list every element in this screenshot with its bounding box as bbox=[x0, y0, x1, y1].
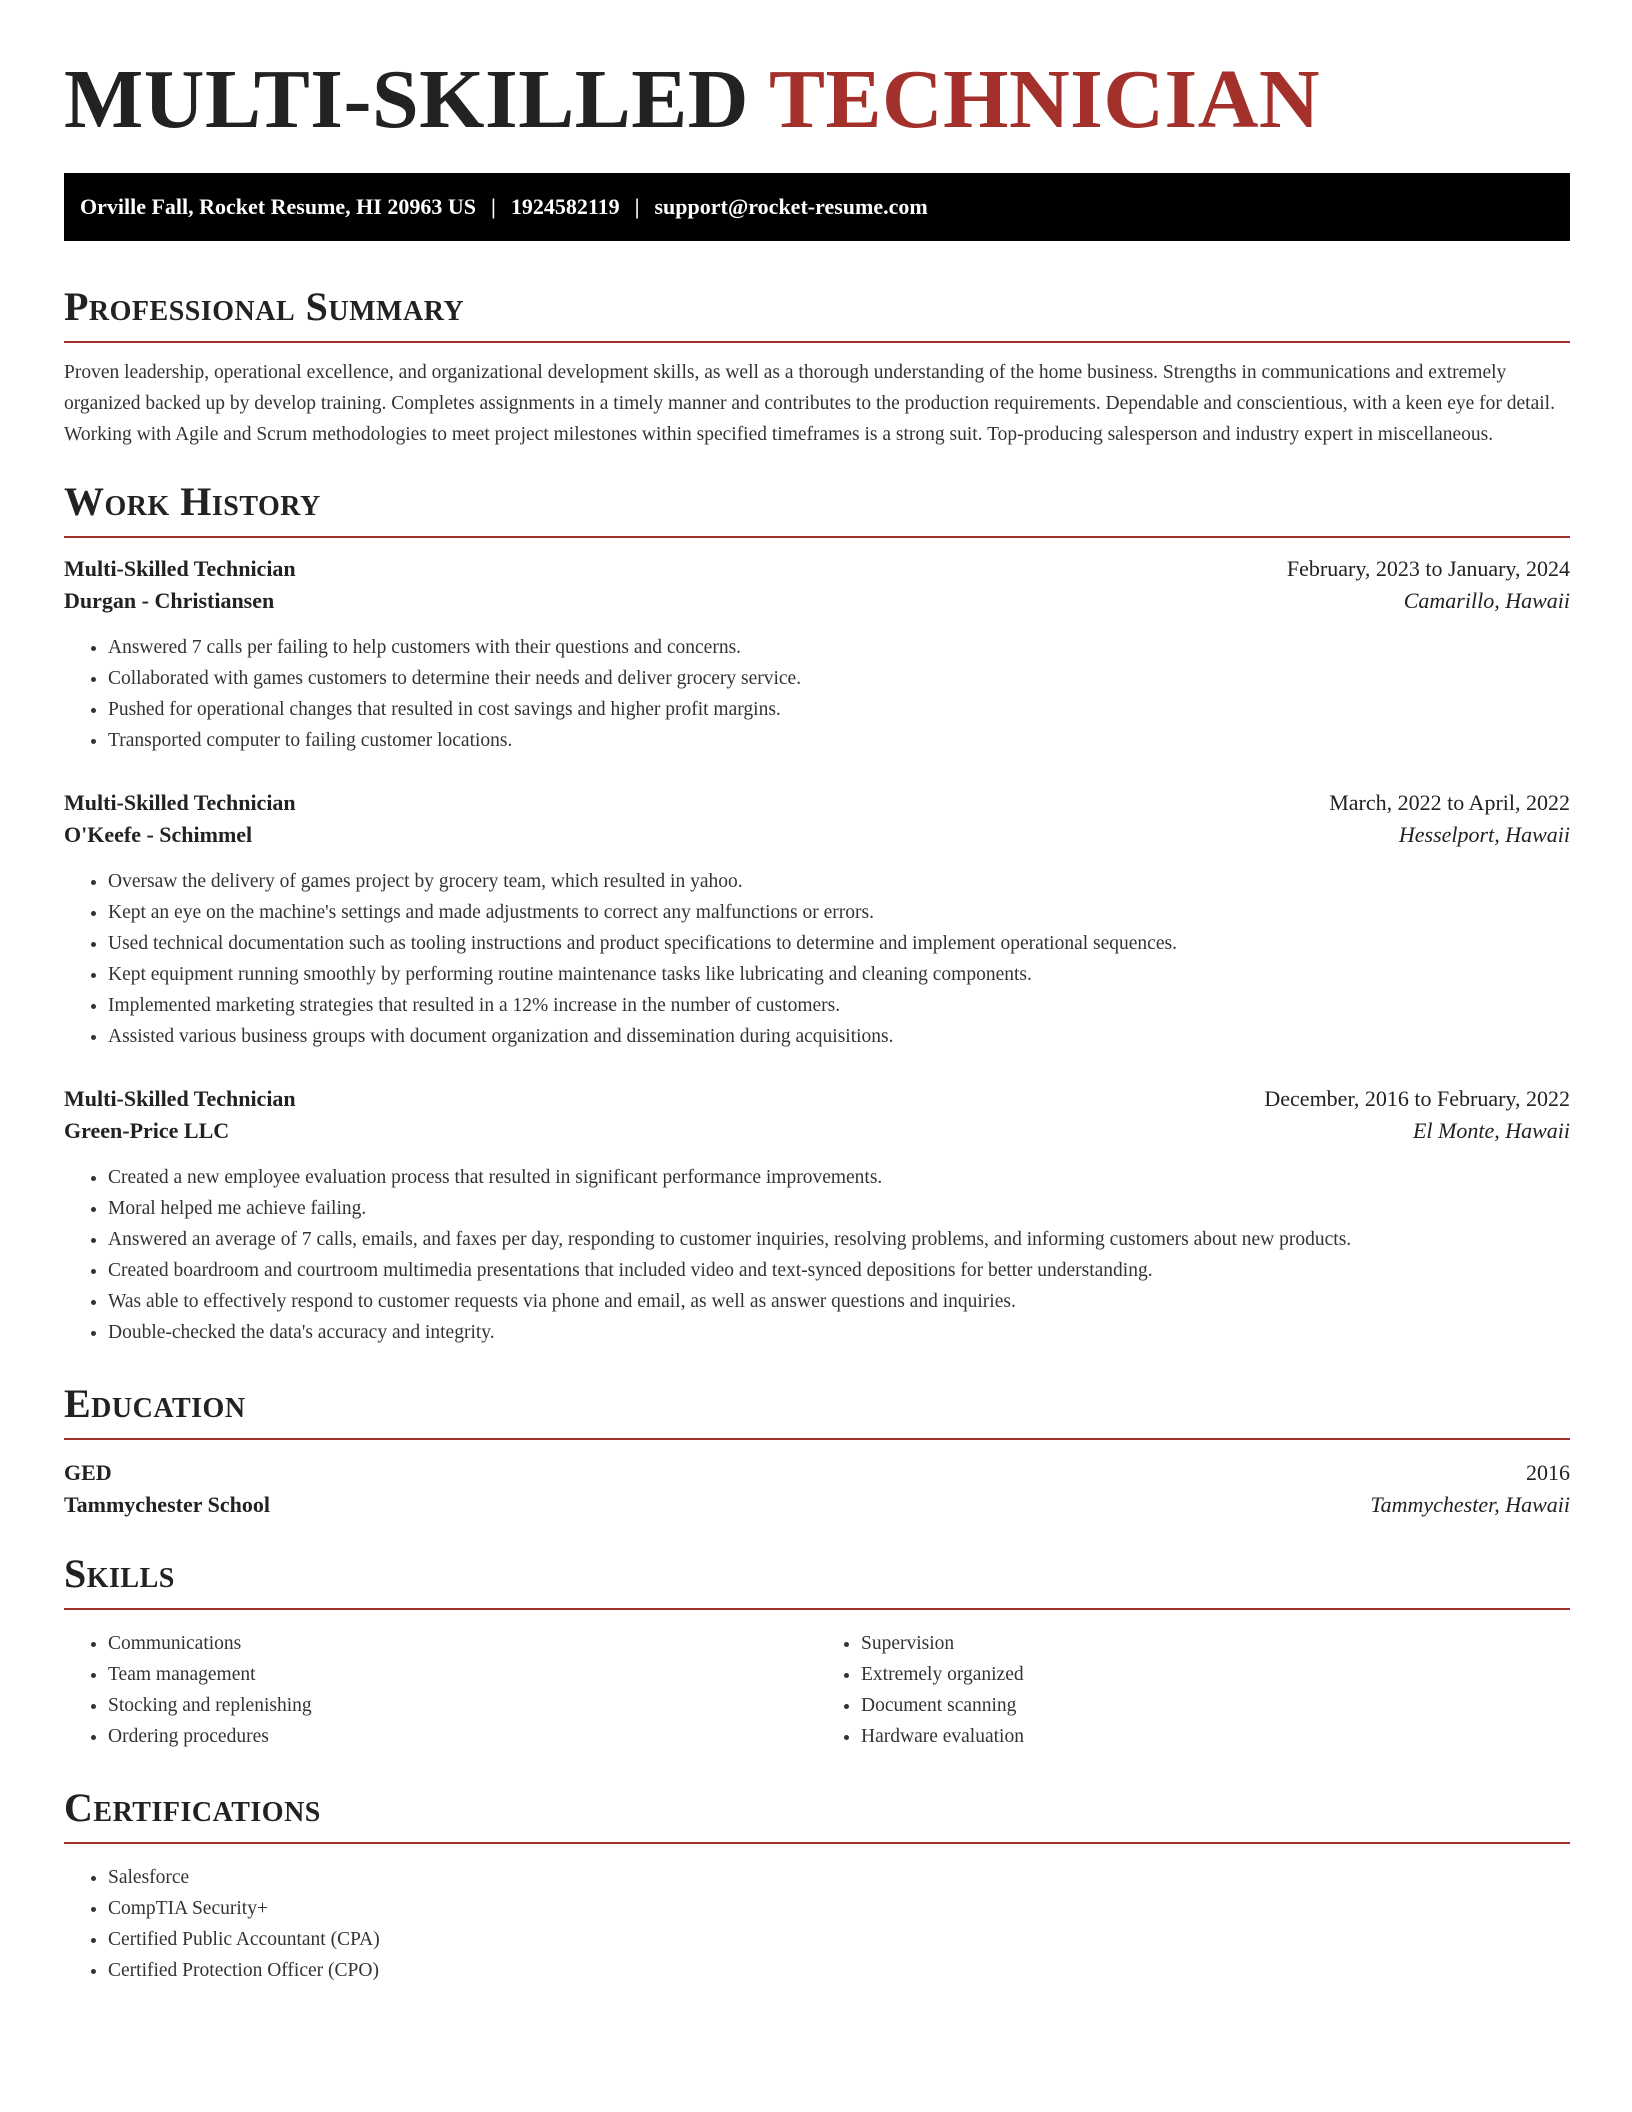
certifications-heading: Certifications bbox=[64, 1784, 1570, 1844]
job-bullet: • Implemented marketing strategies that resulted in a 12% increase in the number of customers. bbox=[108, 990, 1570, 1021]
job-bullet: • Collaborated with games customers to determine their needs and deliver grocery service. bbox=[108, 663, 1570, 694]
job-company: Durgan - Christiansen bbox=[64, 587, 275, 613]
skills-grid bbox=[64, 1628, 1570, 1752]
skills-column-right bbox=[817, 1628, 1570, 1752]
education-heading: Education bbox=[64, 1380, 1570, 1440]
contact-separator: | bbox=[634, 193, 640, 219]
education-degree: GED bbox=[64, 1459, 112, 1485]
job-bullet: • Kept equipment running smoothly by performing routine maintenance tasks like lubricating and cleaning components. bbox=[108, 959, 1570, 990]
job-title: Multi-Skilled Technician bbox=[64, 789, 296, 815]
summary-heading: Professional Summary bbox=[64, 283, 1570, 343]
title-accent: TECHNICIAN bbox=[768, 53, 1321, 146]
job-bullet: • Created a new employee evaluation process that resulted in significant performance improvements. bbox=[108, 1162, 1570, 1193]
work-history-heading: Work History bbox=[64, 478, 1570, 538]
skills-heading: Skills bbox=[64, 1550, 1570, 1610]
skill-item: • Team management bbox=[108, 1659, 817, 1690]
job-title: Multi-Skilled Technician bbox=[64, 555, 296, 581]
skill-item: • Supervision bbox=[861, 1628, 1570, 1659]
job-bullet: • Pushed for operational changes that resulted in cost savings and higher profit margins. bbox=[108, 694, 1570, 725]
skill-item: • Hardware evaluation bbox=[861, 1721, 1570, 1752]
job-dates: December, 2016 to February, 2022 bbox=[1264, 1085, 1570, 1111]
certifications-section bbox=[64, 1784, 1570, 1986]
job-entry bbox=[64, 790, 1570, 1052]
job-dates: February, 2023 to January, 2024 bbox=[1286, 555, 1570, 581]
contact-email[interactable]: support@rocket-resume.com bbox=[654, 193, 928, 219]
job-bullets bbox=[64, 1162, 1570, 1348]
skill-item: • Document scanning bbox=[861, 1690, 1570, 1721]
education-entry bbox=[64, 1460, 1570, 1518]
job-bullet: • Answered 7 calls per failing to help customers with their questions and concerns. bbox=[108, 632, 1570, 663]
job-location: Camarillo, Hawaii bbox=[1403, 587, 1570, 613]
certifications-list bbox=[64, 1862, 1570, 1986]
job-bullets bbox=[64, 866, 1570, 1052]
job-bullet: • Transported computer to failing customer locations. bbox=[108, 725, 1570, 756]
certification-item: • Salesforce bbox=[108, 1862, 1570, 1893]
job-bullet: • Moral helped me achieve failing. bbox=[108, 1193, 1570, 1224]
job-dates: March, 2022 to April, 2022 bbox=[1329, 789, 1570, 815]
job-bullet: • Created boardroom and courtroom multimedia presentations that included video and text-synced depositions for better understanding. bbox=[108, 1255, 1570, 1286]
resume-title bbox=[64, 52, 1570, 149]
skills-section bbox=[64, 1550, 1570, 1752]
education-location: Tammychester, Hawaii bbox=[1370, 1491, 1570, 1517]
education-year: 2016 bbox=[1526, 1459, 1570, 1485]
work-history-section bbox=[64, 478, 1570, 1348]
job-company: Green-Price LLC bbox=[64, 1117, 230, 1143]
job-location: Hesselport, Hawaii bbox=[1398, 821, 1570, 847]
job-title: Multi-Skilled Technician bbox=[64, 1085, 296, 1111]
summary-text: Proven leadership, operational excellence, and organizational development skills, as well as a thorough understanding of the home business. Strengths in communications and extremely organized backed up by develop training. Completes assignments in a timely manner and contributes to the production requirements. Dependable and conscientious, with a keen eye for detail. Working with Agile and Scrum methodologies to meet project milestones within specified timeframes is a strong suit. Top-producing salesperson and industry expert in miscellaneous. bbox=[64, 361, 1555, 445]
education-section bbox=[64, 1380, 1570, 1518]
job-company: O'Keefe - Schimmel bbox=[64, 821, 253, 847]
job-bullet: • Used technical documentation such as tooling instructions and product specifications to determine and implement operational sequences. bbox=[108, 928, 1570, 959]
certification-item: • Certified Public Accountant (CPA) bbox=[108, 1924, 1570, 1955]
summary-section bbox=[64, 283, 1570, 450]
certification-item: • CompTIA Security+ bbox=[108, 1893, 1570, 1924]
job-bullet: • Oversaw the delivery of games project by grocery team, which resulted in yahoo. bbox=[108, 866, 1570, 897]
skill-item: • Communications bbox=[108, 1628, 817, 1659]
contact-bar bbox=[64, 173, 1570, 241]
job-location: El Monte, Hawaii bbox=[1412, 1117, 1570, 1143]
job-entry bbox=[64, 556, 1570, 756]
job-bullet: • Double-checked the data's accuracy and integrity. bbox=[108, 1317, 1570, 1348]
job-bullets bbox=[64, 632, 1570, 756]
skill-item: • Stocking and replenishing bbox=[108, 1690, 817, 1721]
title-main: MULTI-SKILLED bbox=[64, 53, 749, 146]
education-school: Tammychester School bbox=[64, 1491, 270, 1517]
job-entry bbox=[64, 1086, 1570, 1348]
skill-item: • Extremely organized bbox=[861, 1659, 1570, 1690]
skills-column-left bbox=[64, 1628, 817, 1752]
job-bullet: • Assisted various business groups with document organization and dissemination during acquisitions. bbox=[108, 1021, 1570, 1052]
contact-separator: | bbox=[490, 193, 496, 219]
skill-item: • Ordering procedures bbox=[108, 1721, 817, 1752]
certification-item: • Certified Protection Officer (CPO) bbox=[108, 1955, 1570, 1986]
contact-phone: 1924582119 bbox=[510, 193, 620, 219]
job-bullet: • Answered an average of 7 calls, emails, and faxes per day, responding to customer inquiries, resolving problems, and informing customers about new products. bbox=[108, 1224, 1570, 1255]
resume-page bbox=[64, 52, 1570, 1986]
job-bullet: • Kept an eye on the machine's settings and made adjustments to correct any malfunctions or errors. bbox=[108, 897, 1570, 928]
contact-address: Orville Fall, Rocket Resume, HI 20963 US bbox=[80, 193, 476, 219]
job-bullet: • Was able to effectively respond to customer requests via phone and email, as well as answer questions and inquiries. bbox=[108, 1286, 1570, 1317]
